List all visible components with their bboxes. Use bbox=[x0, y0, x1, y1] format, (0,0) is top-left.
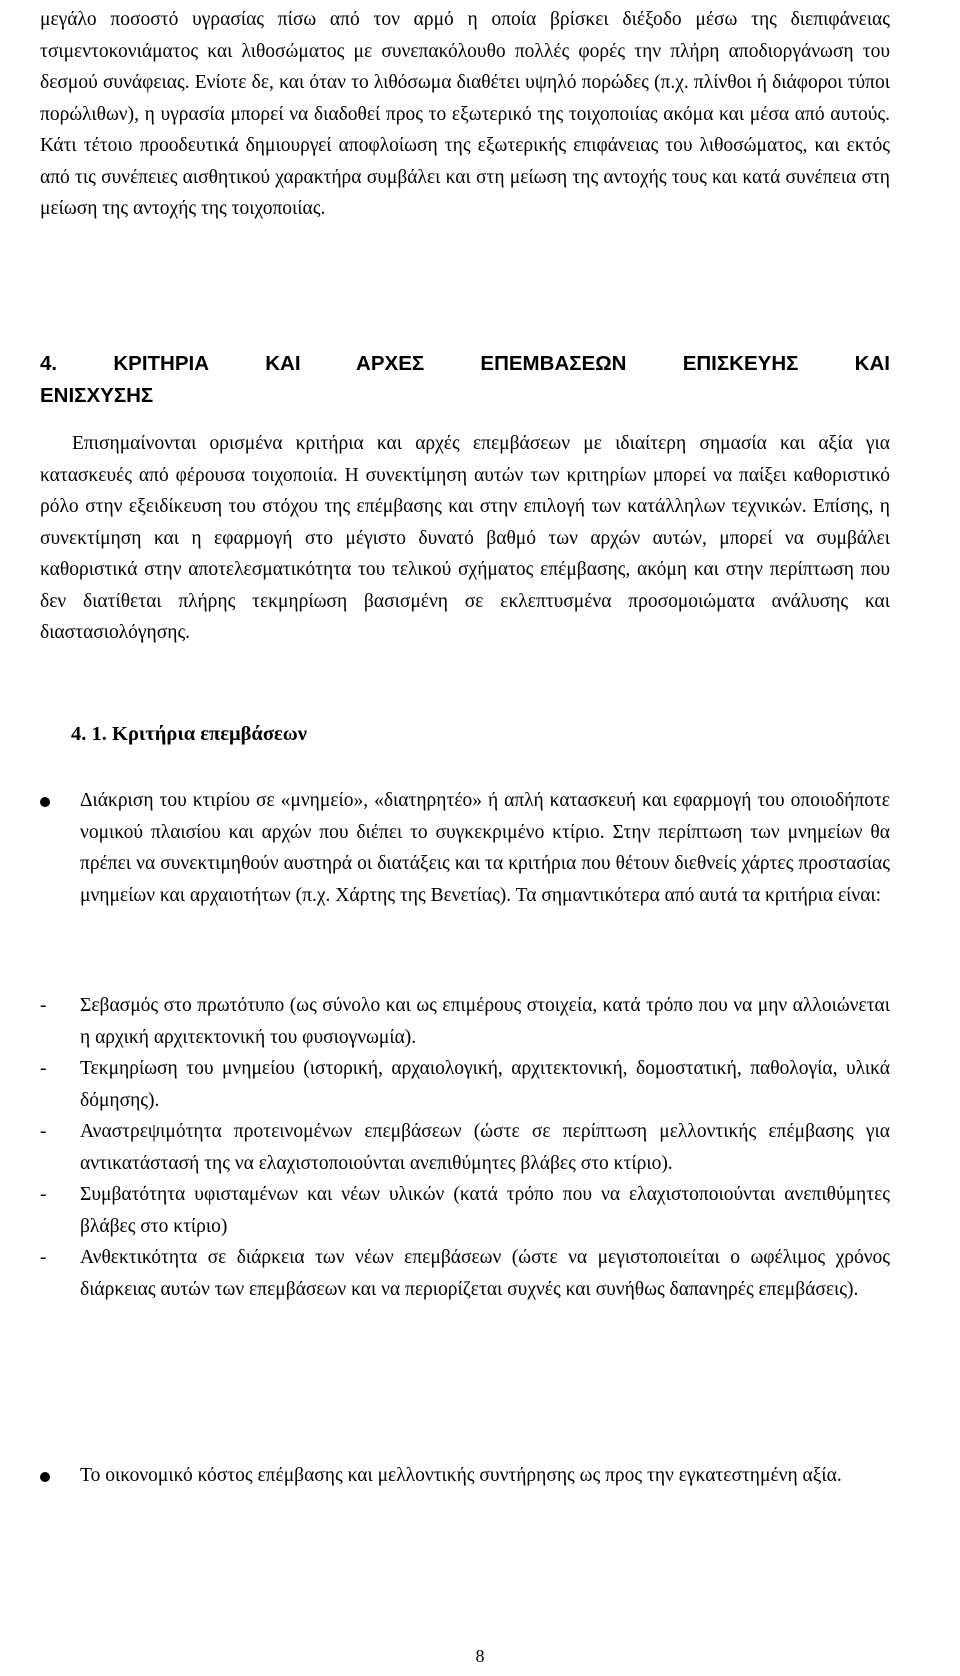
dash-mark: - bbox=[40, 995, 47, 1016]
criteria-list bbox=[40, 990, 890, 1305]
list-item bbox=[40, 1242, 890, 1305]
dash-mark: - bbox=[40, 1121, 47, 1142]
bullet-text: Διάκριση του κτιρίου σε «μνημείο», «διατηρητέο» ή απλή κατασκευή και εφαρμογή του οποιοδήποτε νομικού πλαισίου και αρχών που διέπει το συγκεκριμένο κτίριο. Στην περίπτωση των μνημείων θα πρέπει να συνεκτιμηθούν αυστηρά οι διατάξεις και τα κριτήρια που θέτουν διεθνείς χάρτες προστασίας μνημείων και αρχαιοτήτων (π.χ. Χάρτης της Βενετίας). Τα σημαντικότερα από αυτά τα κριτήρια είναι: bbox=[80, 790, 890, 906]
subsection-heading: 4. 1. Κριτήρια επεμβάσεων bbox=[71, 723, 307, 745]
bullet-item-2 bbox=[40, 1460, 890, 1492]
list-item-text: Σεβασμός στο πρωτότυπο (ως σύνολο και ως επιμέρους στοιχεία, κατά τρόπο που να μην αλλοιώνεται η αρχική αρχιτεκτονική του φυσιογνωμία). bbox=[80, 995, 890, 1048]
dash-mark: - bbox=[40, 1184, 47, 1205]
section-heading-line1: 4. ΚΡΙΤΗΡΙΑ ΚΑΙ ΑΡΧΕΣ ΕΠΕΜΒΑΣΕΩΝ ΕΠΙΣΚΕΥΗΣ ΚΑΙ bbox=[40, 352, 890, 375]
intro-paragraph: μεγάλο ποσοστό υγρασίας πίσω από τον αρμό η οποία βρίσκει διέξοδο μέσω της διεπιφάνειας τσιμεντοκονιάματος και λιθοσώματος με συνεπακόλουθο πολλές φορές την πλήρη αποδιοργάνωση του δεσμού συνάφειας. Ενίοτε δε, και όταν το λιθόσωμα διαθέτει υψηλό πορώδες (π.χ. πλίνθοι ή διάφοροι τύποι πορώλιθων), η υγρασία μπορεί να διαδοθεί προς το εξωτερικό της τοιχοποιίας ακόμα και μέσα από αυτούς. Κάτι τέτοιο προοδευτικά δημιουργεί αποφλοίωση της εξωτερικής επιφάνειας του λιθοσώματος, και εκτός από τις συνέπειες αισθητικού χαρακτήρα συμβάλει και στη μείωση της αντοχής τους και κατά συνέπεια στη μείωση της αντοχής της τοιχοποιίας. bbox=[40, 9, 890, 219]
bullet-dot-icon bbox=[40, 797, 50, 807]
list-item bbox=[40, 1053, 890, 1116]
list-item-text: Αναστρεψιμότητα προτεινομένων επεμβάσεων (ώστε σε περίπτωση μελλοντικής επέμβασης για αντικατάστασή της να ελαχιστοποιούνται ανεπιθύμητες βλάβες στο κτίριο). bbox=[80, 1121, 890, 1174]
bullet-dot-icon bbox=[40, 1472, 50, 1482]
bullet-item-1 bbox=[40, 785, 890, 911]
section-heading bbox=[40, 348, 890, 411]
dash-mark: - bbox=[40, 1247, 47, 1268]
list-item bbox=[40, 1116, 890, 1179]
list-item bbox=[40, 990, 890, 1053]
list-item-text: Τεκμηρίωση του μνημείου (ιστορική, αρχαιολογική, αρχιτεκτονική, δομοστατική, παθολογία, υλικά δόμησης). bbox=[80, 1058, 890, 1111]
page-number: 8 bbox=[475, 1646, 485, 1666]
dash-mark: - bbox=[40, 1058, 47, 1079]
bullet-text: Το οικονομικό κόστος επέμβασης και μελλοντικής συντήρησης ως προς την εγκατεστημένη αξία. bbox=[80, 1465, 842, 1486]
section-heading-line2: ΕΝΙΣΧΥΣΗΣ bbox=[40, 383, 154, 407]
list-item-text: Συμβατότητα υφισταμένων και νέων υλικών (κατά τρόπο που να ελαχιστοποιούνται ανεπιθύμητες βλάβες στο κτίριο) bbox=[80, 1184, 890, 1237]
list-item-text: Ανθεκτικότητα σε διάρκεια των νέων επεμβάσεων (ώστε να μεγιστοποιείται ο ωφέλιμος χρόνος διάρκειας αυτών των επεμβάσεων και να περιορίζεται συχνές και συνήθως δαπανηρές επεμβάσεις). bbox=[80, 1247, 890, 1300]
list-item bbox=[40, 1179, 890, 1242]
section-paragraph: Επισημαίνονται ορισμένα κριτήρια και αρχές επεμβάσεων με ιδιαίτερη σημασία και αξία για κατασκευές από φέρουσα τοιχοποιία. Η συνεκτίμηση αυτών των κριτηρίων μπορεί να παίξει καθοριστικό ρόλο στην εξειδίκευση του στόχου της επέμβασης και στην επιλογή των κατάλληλων τεχνικών. Επίσης, η συνεκτίμηση και η εφαρμογή στο μέγιστο δυνατό βαθμό των αρχών αυτών, μπορεί να συμβάλει καθοριστικά στην αποτελεσματικότητα του τελικού σχήματος επέμβασης, ακόμη και στην περίπτωση που δεν διατίθεται πλήρης τεκμηρίωση βασισμένη σε εκλεπτυσμένα προσομοιώματα ανάλυσης και διαστασιολόγησης. bbox=[40, 433, 890, 643]
